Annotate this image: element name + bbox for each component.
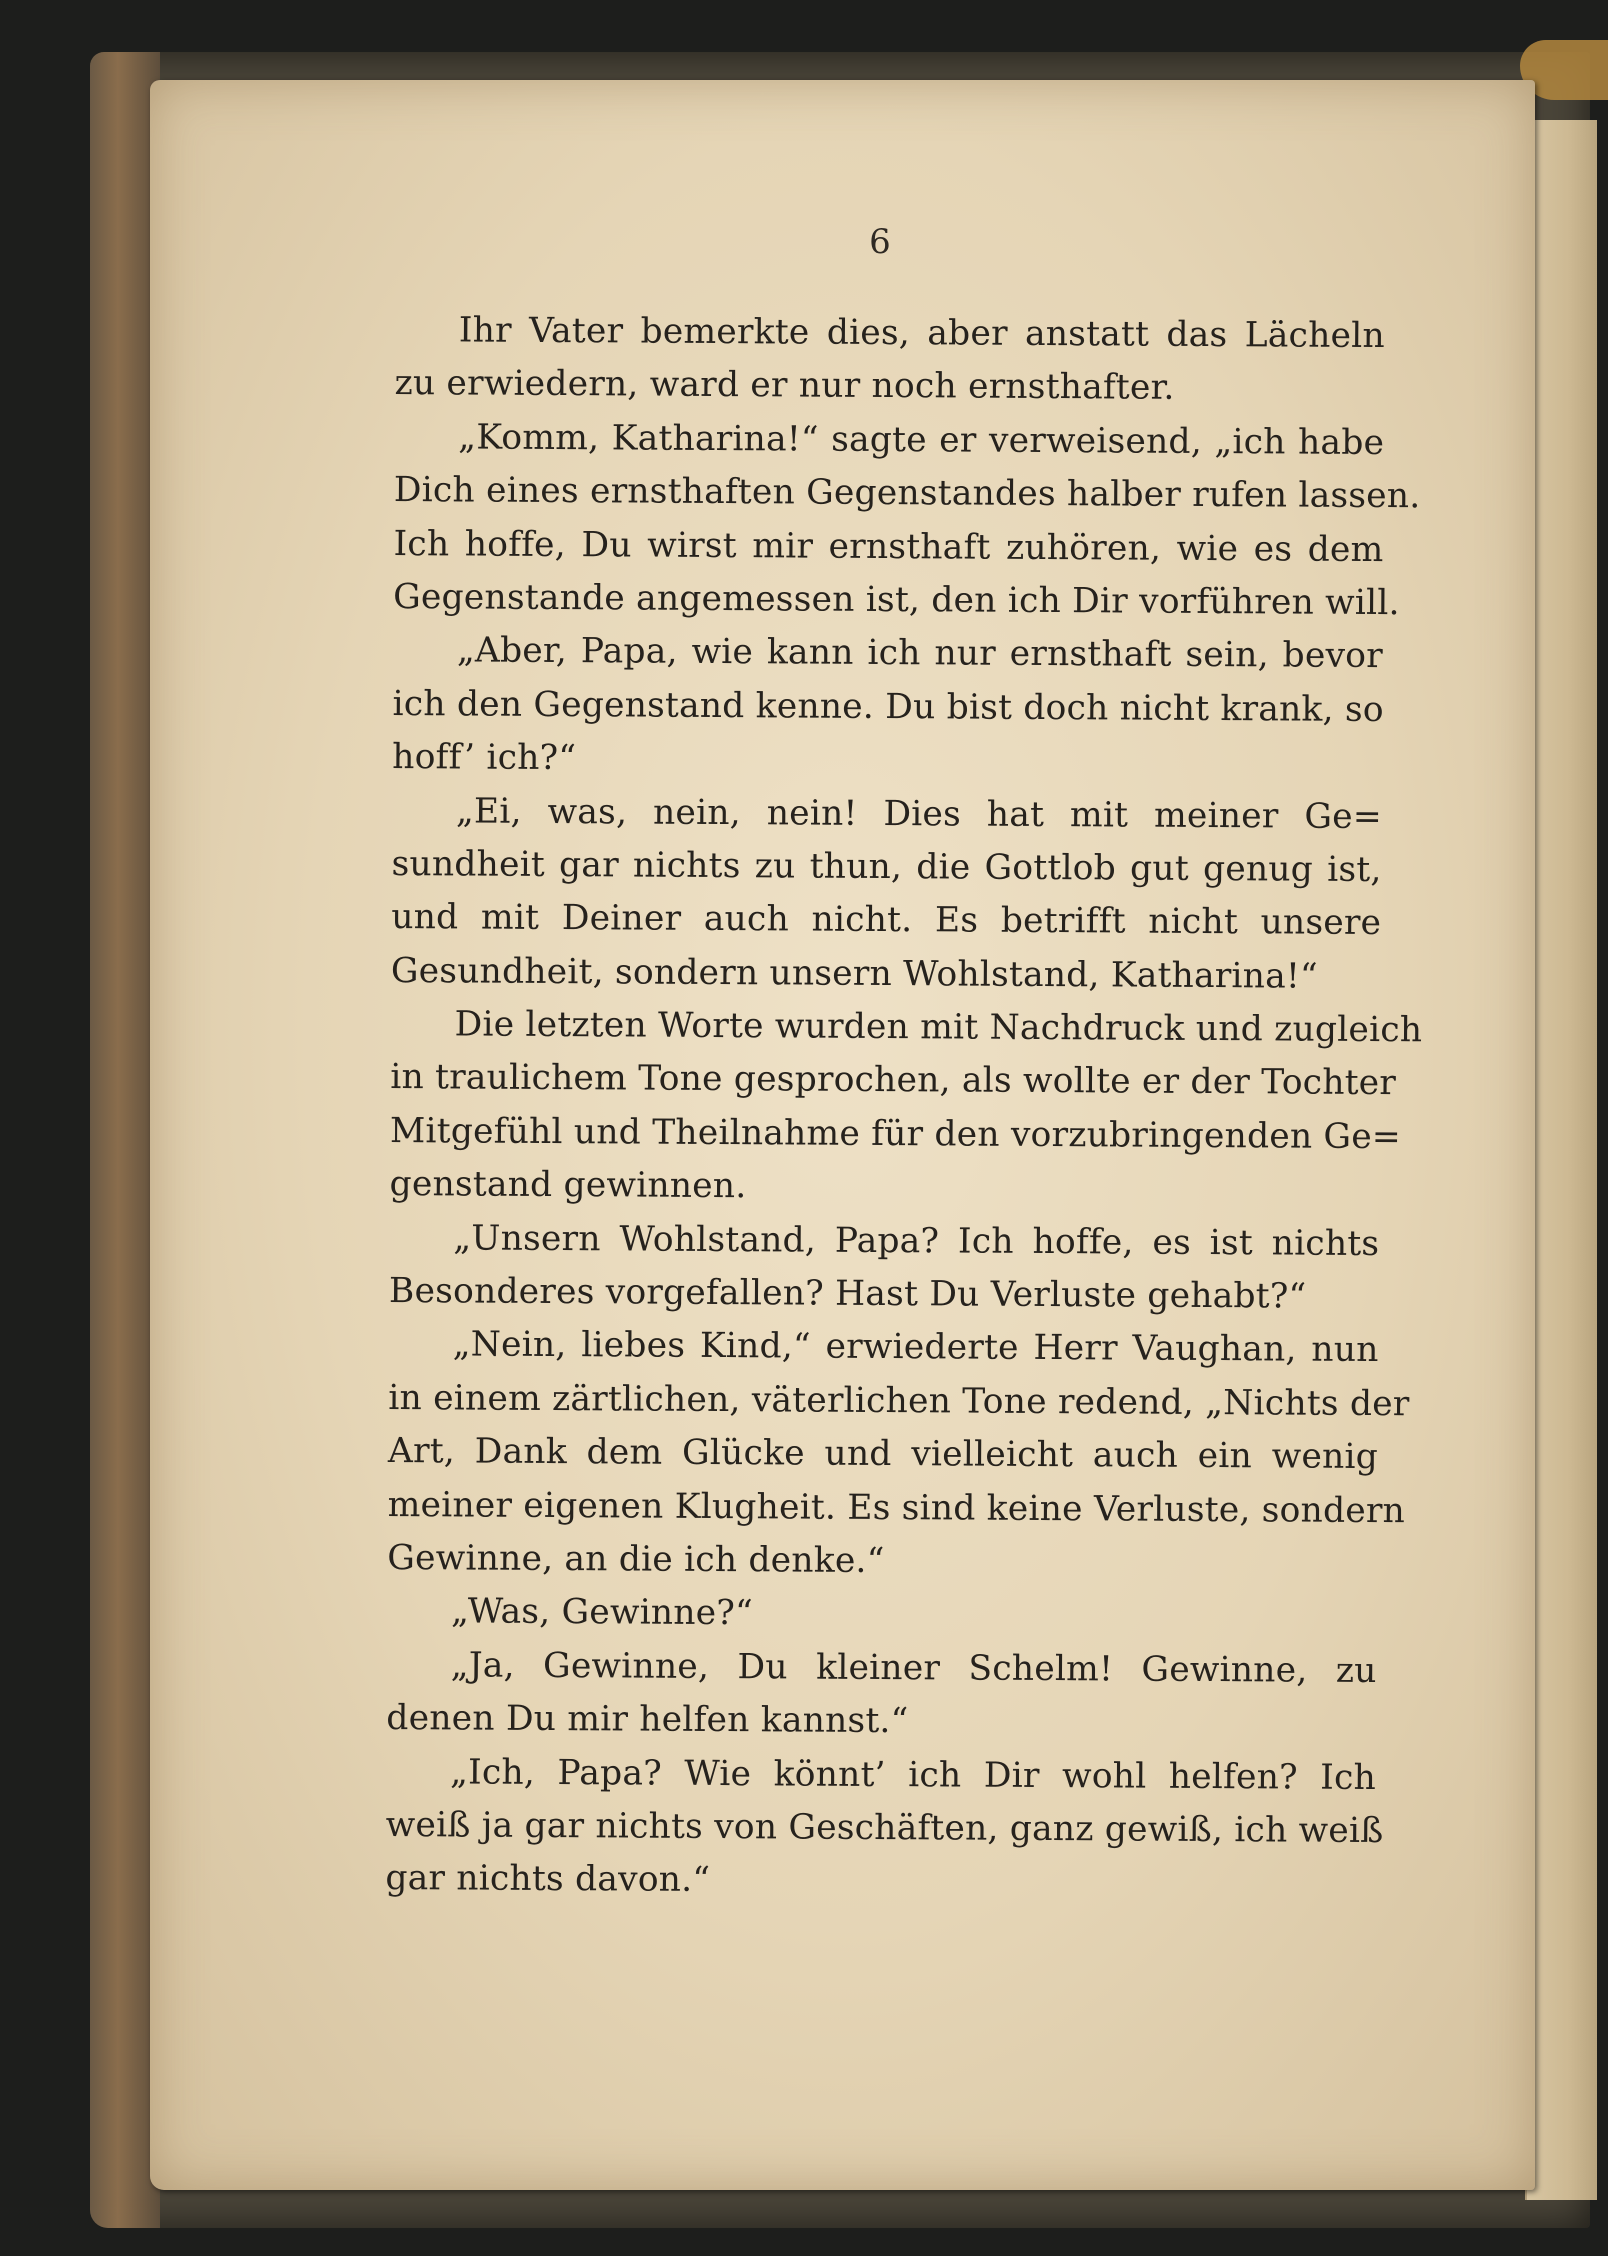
text-line: Ich hoffe, Du wirst mir ernsthaft zuhören, wie es dem xyxy=(393,523,1384,570)
text-line: „Unsern Wohlstand, Papa? Ich hoffe, es ist nichts xyxy=(453,1218,1380,1264)
page-number: 6 xyxy=(869,222,891,262)
next-page-edge xyxy=(1525,120,1597,2200)
text-line: „Nein, liebes Kind,“ erwiederte Herr Vaughan, nun xyxy=(452,1324,1379,1371)
text-line: gar nichts davon.“ xyxy=(385,1858,711,1901)
text-line: sundheit gar nichts zu thun, die Gottlob gut genug ist, xyxy=(391,843,1382,890)
text-line: „Komm, Katharina!“ sagte er verweisend, „ich habe xyxy=(458,417,1385,463)
text-line: Ihr Vater bemerkte dies, aber anstatt das Lächeln xyxy=(458,310,1385,357)
text-line: „Aber, Papa, wie kann ich nur ernsthaft sein, bevor xyxy=(456,630,1383,677)
text-line: Dich eines ernsthaften Gegenstandes halber rufen lassen. xyxy=(393,470,1421,517)
text-line: weiß ja gar nichts von Geschäften, ganz gewiß, ich weiß xyxy=(385,1804,1384,1852)
text-line: „Ei, was, nein, nein! Dies hat mit meiner Ge= xyxy=(455,790,1383,837)
text-line: „Ich, Papa? Wie könnt’ ich Dir wohl helfen? Ich xyxy=(449,1751,1377,1798)
text-line: ich den Gegenstand kenne. Du bist doch nicht krank, so xyxy=(392,683,1384,730)
text-line: Besonderes vorgefallen? Hast Du Verluste gehabt?“ xyxy=(388,1271,1307,1317)
text-line: Mitgefühl und Theilnahme für den vorzubringenden Ge= xyxy=(389,1110,1402,1158)
text-line: in traulichem Tone gesprochen, als wollte er der Tochter xyxy=(390,1057,1397,1104)
body-text xyxy=(385,304,1423,1912)
text-line: genstand gewinnen. xyxy=(389,1164,747,1207)
text-line: „Ja, Gewinne, Du kleiner Schelm! Gewinne, zu xyxy=(450,1645,1377,1691)
text-line: denen Du mir helfen kannst.“ xyxy=(386,1698,909,1742)
text-line: Die letzten Worte wurden mit Nachdruck und zugleich xyxy=(454,1004,1423,1051)
text-line: Gesundheit, sondern unsern Wohlstand, Katharina!“ xyxy=(390,950,1318,997)
text-line: meiner eigenen Klugheit. Es sind keine Verluste, sondern xyxy=(387,1484,1406,1531)
text-line: Gegenstande angemessen ist, den ich Dir vorführen will. xyxy=(393,576,1400,624)
text-line: Gewinne, an die ich denke.“ xyxy=(387,1537,885,1581)
text-line: hoff’ ich?“ xyxy=(392,737,577,779)
text-line: zu erwiedern, ward er nur noch ernsthafter. xyxy=(394,363,1175,409)
text-line: in einem zärtlichen, väterlichen Tone redend, „Nichts der xyxy=(388,1377,1410,1425)
text-line: und mit Deiner auch nicht. Es betrifft nicht unsere xyxy=(391,897,1382,944)
text-line: Art, Dank dem Glücke und vielleicht auch ein wenig xyxy=(387,1431,1379,1478)
text-line: „Was, Gewinne?“ xyxy=(450,1591,753,1634)
